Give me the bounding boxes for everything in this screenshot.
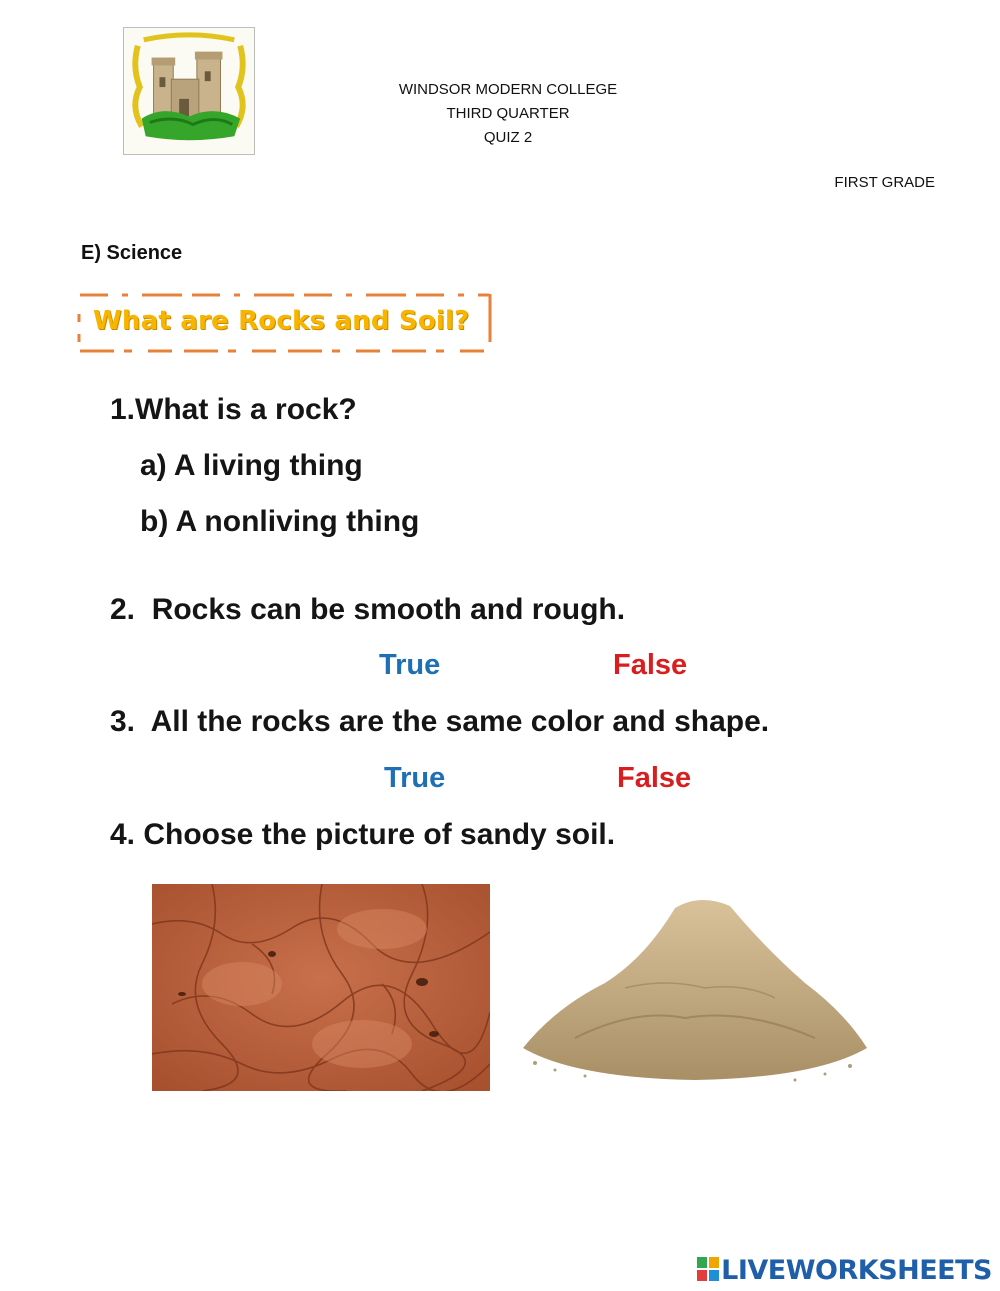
- question-2-false[interactable]: False: [613, 649, 688, 681]
- grade-label: FIRST GRADE: [834, 174, 935, 191]
- question-1: 1.What is a rock?: [110, 393, 357, 426]
- question-1-option-b[interactable]: b) A nonliving thing: [140, 505, 420, 538]
- question-2: 2. Rocks can be smooth and rough.: [110, 593, 626, 626]
- clay-soil-image: [152, 884, 490, 1091]
- school-logo: [123, 27, 255, 155]
- question-1-option-a[interactable]: a) A living thing: [140, 449, 363, 482]
- question-3: 3. All the rocks are the same color and shape.: [110, 705, 770, 738]
- section-label: E) Science: [81, 242, 183, 264]
- title-banner: [77, 292, 492, 354]
- quiz-label: QUIZ 2: [483, 129, 533, 146]
- brand-name: LIVEWORKSHEETS: [721, 1254, 992, 1286]
- castle-crest-icon: [124, 28, 254, 154]
- liveworksheets-logo-icon: [697, 1257, 721, 1283]
- clay-soil-picture[interactable]: [152, 884, 490, 1091]
- question-2-true[interactable]: True: [379, 649, 441, 681]
- school-name: WINDSOR MODERN COLLEGE: [398, 81, 618, 98]
- quarter-label: THIRD QUARTER: [446, 105, 570, 122]
- liveworksheets-brand: [697, 1252, 992, 1288]
- school-header: [300, 78, 716, 150]
- sandy-soil-picture[interactable]: [515, 888, 875, 1093]
- question-4: 4. Choose the picture of sandy soil.: [110, 818, 616, 851]
- worksheet-title: What are Rocks and Soil?: [93, 306, 470, 336]
- sand-pile-image: [515, 888, 875, 1093]
- question-3-true[interactable]: True: [384, 762, 446, 794]
- question-3-false[interactable]: False: [617, 762, 692, 794]
